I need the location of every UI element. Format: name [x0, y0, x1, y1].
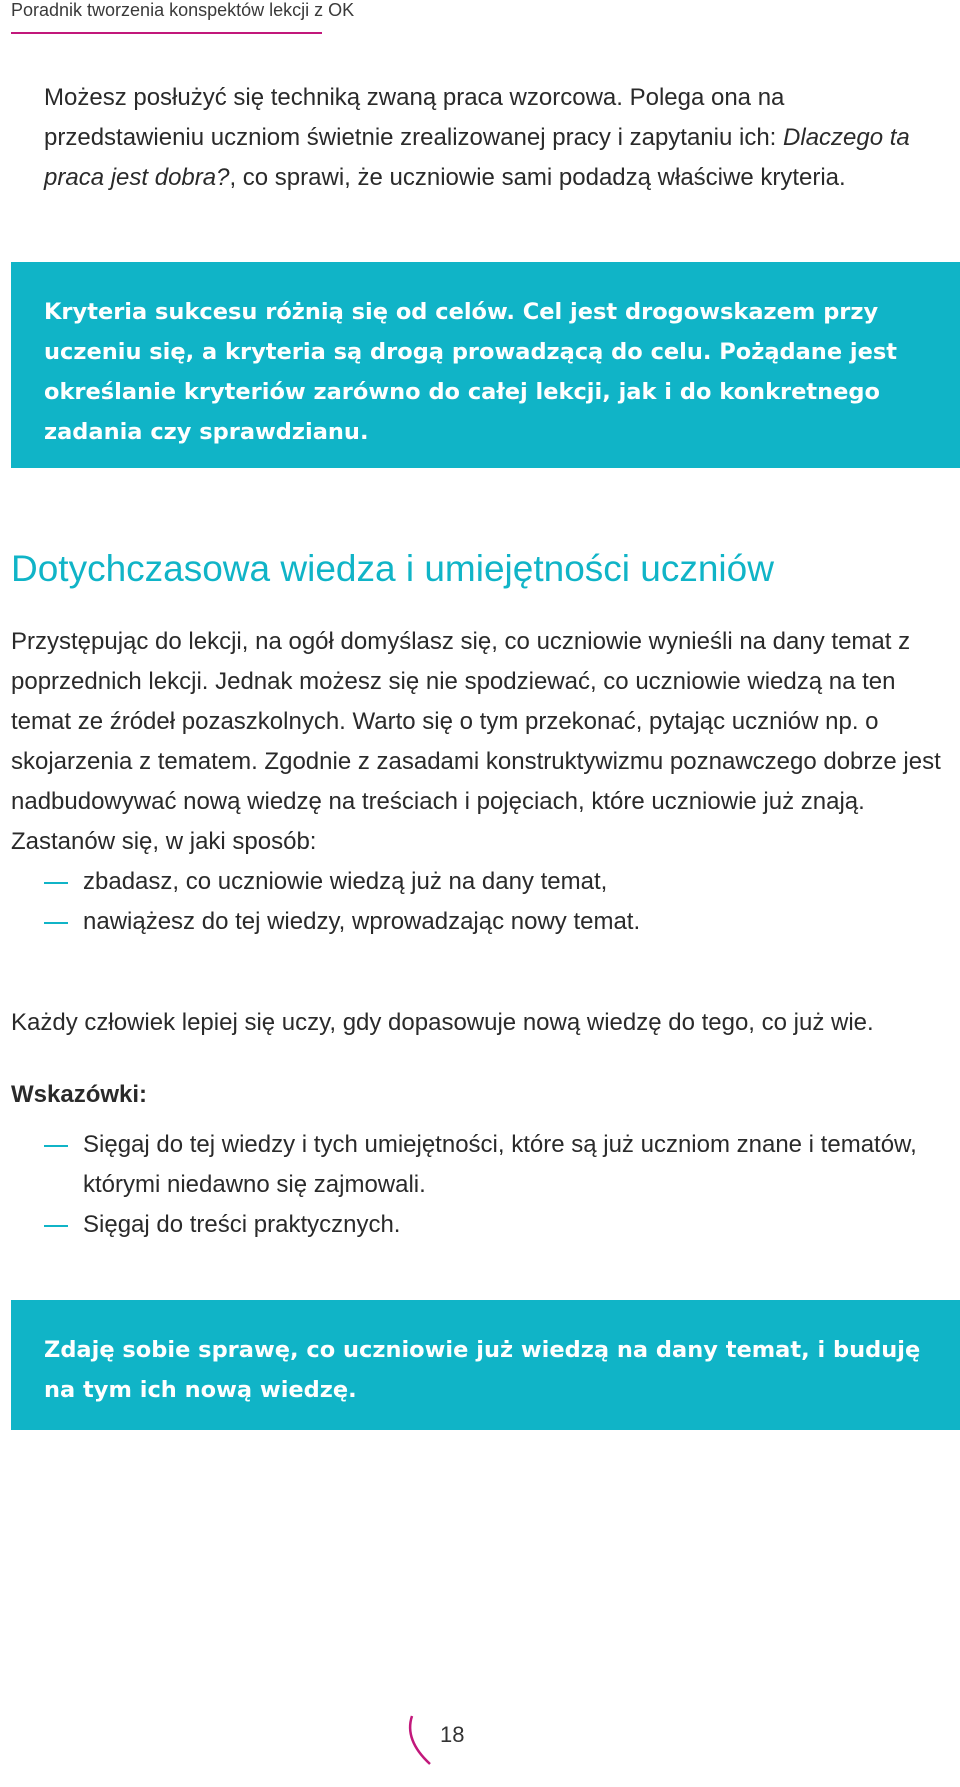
page-number-arc-icon: [400, 1712, 440, 1772]
list-item-text: zbadasz, co uczniowie wiedzą już na dany temat,: [83, 868, 608, 895]
closing-statement: [11, 1003, 955, 1043]
dash-bullet-icon: [44, 1145, 68, 1147]
hints-list-block: [11, 1125, 955, 1245]
header-rule: [11, 32, 322, 34]
list-item-text: Sięgaj do tej wiedzy i tych umiejętności, które są już uczniom znane i tematów, którymi niedawno się zajmowali.: [83, 1131, 917, 1198]
list-item: [11, 1205, 955, 1245]
callout-success-criteria-text: Kryteria sukcesu różnią się od celów. Cel jest drogowskazem przy uczeniu się, a kryteria są drogą prowadzącą do celu. Pożądane jest określanie kryteriów zarówno do całej lekcji, jak i do konkretnego zadania czy sprawdzianu.: [44, 299, 898, 445]
dash-bullet-icon: [44, 922, 68, 924]
section-paragraph: Przystępując do lekcji, na ogół domyślasz się, co uczniowie wynieśli na dany temat z poprzednich lekcji. Jednak możesz się nie spodziewać, co uczniowie wiedzą na ten temat ze źródeł pozaszkolnych. Warto się o tym przekonać, pytając uczniów np. o skojarzenia z tematem. Zgodnie z zasadami konstruktywizmu poznawczego dobrze jest nadbudowywać nową wiedzę na treściach i pojęciach, które uczniowie już znają. Zastanów się, w jaki sposób:: [11, 628, 941, 855]
list-item-text: nawiążesz do tej wiedzy, wprowadzając nowy temat.: [83, 908, 641, 935]
list-item: [11, 902, 955, 942]
section-body: [11, 622, 955, 942]
dash-bullet-icon: [44, 1225, 68, 1227]
callout-success-criteria: [11, 262, 960, 468]
closing-text: Każdy człowiek lepiej się uczy, gdy dopasowuje nową wiedzę do tego, co już wie.: [11, 1009, 874, 1036]
callout-summary-text: Zdaję sobie sprawę, co uczniowie już wiedzą na dany temat, i buduję na tym ich nową wiedzę.: [44, 1337, 921, 1403]
intro-paragraph: [44, 78, 936, 198]
list-item-text: Sięgaj do treści praktycznych.: [83, 1211, 401, 1238]
list-item: [11, 862, 955, 902]
callout-summary: [11, 1300, 960, 1430]
dash-bullet-icon: [44, 882, 68, 884]
running-header-title: Poradnik tworzenia konspektów lekcji z OK: [11, 0, 355, 20]
section-bullet-list: [11, 862, 955, 942]
section-title: Dotychczasowa wiedza i umiejętności uczniów: [11, 548, 774, 589]
list-item: [11, 1125, 955, 1205]
intro-italic-question: Dlaczego ta praca jest dobra?: [44, 124, 910, 191]
page-number: 18: [440, 1722, 465, 1747]
hints-heading: Wskazówki:: [11, 1081, 148, 1108]
intro-text-end: , co sprawi, że uczniowie sami podadzą właściwe kryteria.: [229, 164, 846, 191]
hints-list: [11, 1125, 955, 1245]
intro-text-start: Możesz posłużyć się techniką zwaną praca wzorcowa. Polega ona na przedstawieniu uczniom świetnie zrealizowanej pracy i zapytaniu ich:: [44, 84, 785, 151]
